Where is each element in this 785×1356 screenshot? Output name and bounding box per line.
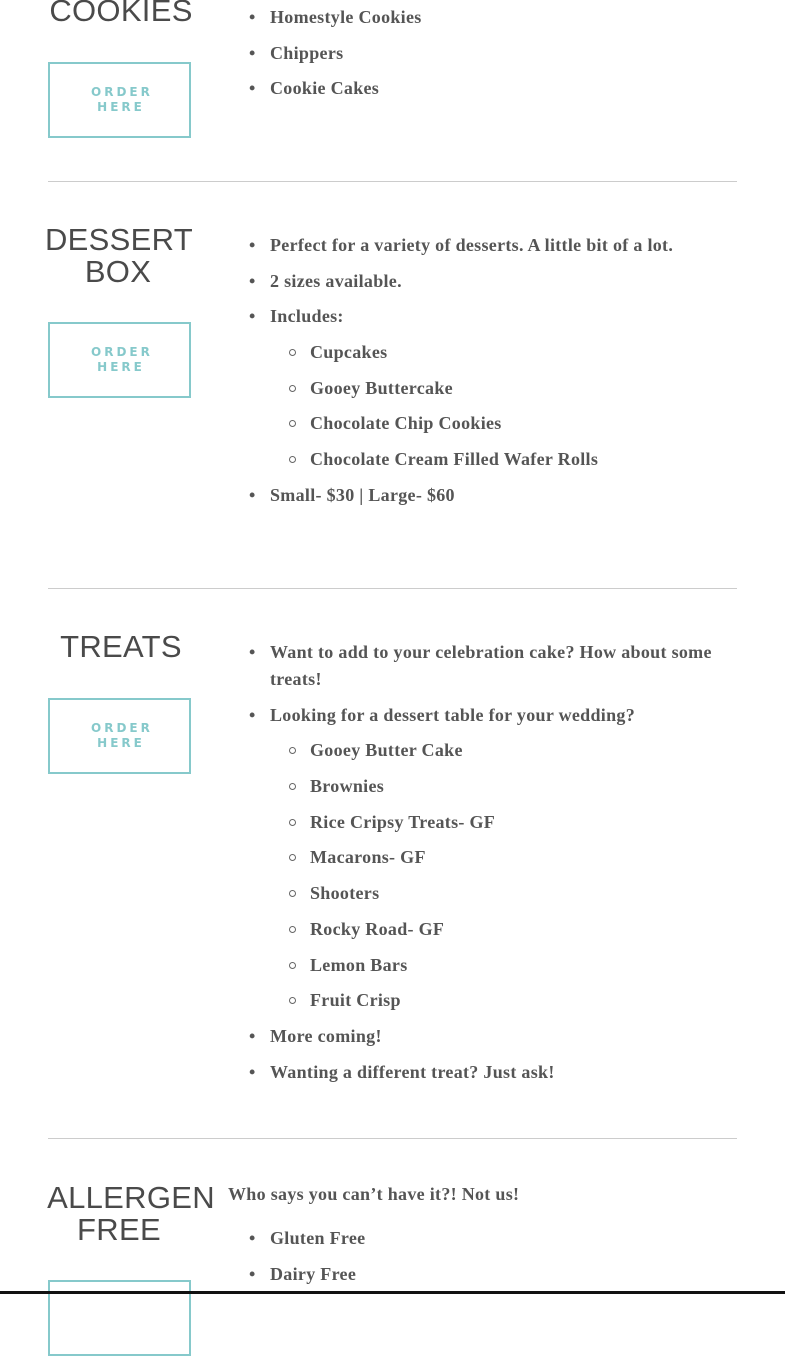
sub-list-item: Brownies	[249, 773, 737, 800]
list-item: • Small- $30 | Large- $60	[249, 482, 737, 509]
list-item: • Gluten Free	[249, 1225, 737, 1252]
sub-list-item: Chocolate Chip Cookies	[249, 410, 737, 437]
list-item: • 2 sizes available.	[249, 268, 737, 295]
allergen-free-intro: Who says you can’t have it?! Not us!	[228, 1184, 520, 1204]
treats-title: TREATS	[60, 629, 182, 664]
sub-list-item: Chocolate Cream Filled Wafer Rolls	[249, 446, 737, 473]
list-item: • Homestyle Cookies	[249, 4, 737, 31]
section-divider	[48, 1138, 737, 1139]
treats-order-button[interactable]: ORDER HERE	[48, 698, 191, 774]
dessert-box-order-button[interactable]: ORDER HERE	[48, 322, 191, 398]
allergen-free-list	[249, 1225, 737, 1296]
sub-list-item: Rocky Road- GF	[249, 916, 737, 943]
sub-list-item: Rice Cripsy Treats- GF	[249, 809, 737, 836]
list-item: • Perfect for a variety of desserts. A little bit of a lot.	[249, 232, 737, 259]
list-item: • More coming!	[249, 1023, 737, 1050]
list-item: • Cookie Cakes	[249, 75, 737, 102]
dessert-box-list	[249, 232, 737, 518]
sub-list-item: Cupcakes	[249, 339, 737, 366]
list-item: • Looking for a dessert table for your wedding?	[249, 702, 737, 729]
treats-list	[249, 639, 737, 1094]
list-item: • Want to add to your celebration cake? How about some treats!	[249, 639, 737, 693]
list-item: • Dairy Free	[249, 1261, 737, 1288]
list-item: • Includes:	[249, 303, 737, 330]
sub-list-item: Macarons- GF	[249, 844, 737, 871]
section-divider	[48, 181, 737, 182]
sub-list-item: Gooey Buttercake	[249, 375, 737, 402]
cookies-list	[249, 4, 737, 111]
allergen-free-title: ALLERGEN FREE	[47, 1180, 215, 1247]
cookies-title: COOKIES	[49, 0, 193, 28]
sub-list-item: Fruit Crisp	[249, 987, 737, 1014]
sub-list-item: Shooters	[249, 880, 737, 907]
sub-list-item: Lemon Bars	[249, 952, 737, 979]
list-item: • Wanting a different treat? Just ask!	[249, 1059, 737, 1086]
section-divider	[48, 588, 737, 589]
cookies-order-button[interactable]: ORDER HERE	[48, 62, 191, 138]
list-item: • Chippers	[249, 40, 737, 67]
dessert-box-title: DESSERT BOX	[45, 222, 193, 289]
sub-list-item: Gooey Butter Cake	[249, 737, 737, 764]
